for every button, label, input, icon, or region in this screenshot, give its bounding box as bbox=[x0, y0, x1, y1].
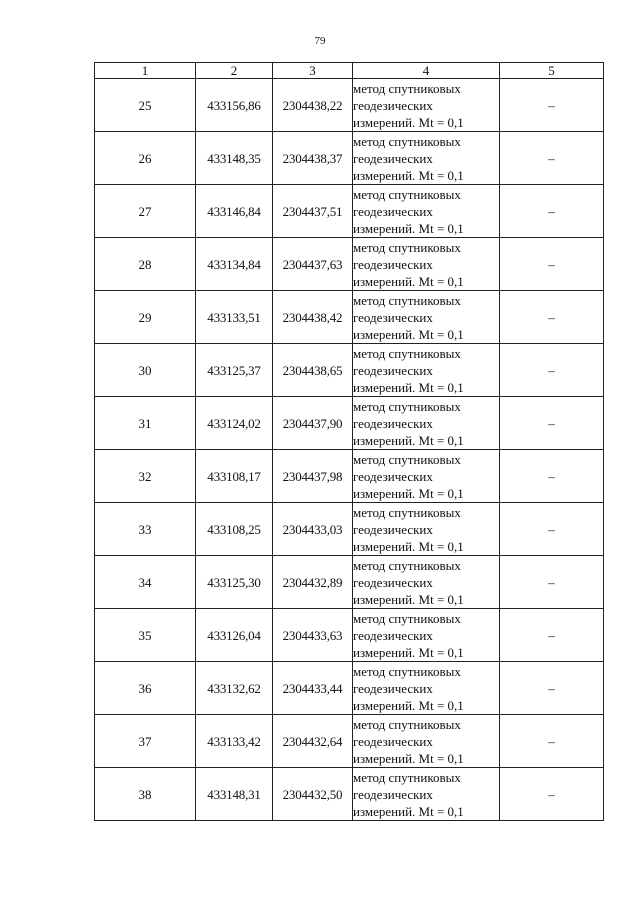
method-line-2: геодезических bbox=[353, 627, 433, 643]
point-number-cell: 26 bbox=[95, 132, 196, 185]
method-line-1: метод спутниковых bbox=[353, 186, 461, 202]
method-line-3: измерений. Mt = 0,1 bbox=[353, 750, 464, 766]
method-line-2: геодезических bbox=[353, 733, 433, 749]
method-line-2: геодезических bbox=[353, 468, 433, 484]
column-5-cell: – bbox=[500, 450, 604, 503]
method-cell bbox=[353, 185, 500, 238]
method-line-1: метод спутниковых bbox=[353, 398, 461, 414]
point-number-cell: 35 bbox=[95, 609, 196, 662]
point-number-cell: 28 bbox=[95, 238, 196, 291]
method-line-3: измерений. Mt = 0,1 bbox=[353, 432, 464, 448]
table-row bbox=[95, 503, 604, 556]
x-coordinate-cell: 433148,35 bbox=[196, 132, 273, 185]
x-coordinate-cell: 433134,84 bbox=[196, 238, 273, 291]
point-number-cell: 25 bbox=[95, 79, 196, 132]
y-coordinate-cell: 2304433,63 bbox=[273, 609, 353, 662]
x-coordinate-cell: 433125,30 bbox=[196, 556, 273, 609]
column-5-cell: – bbox=[500, 556, 604, 609]
y-coordinate-cell: 2304432,89 bbox=[273, 556, 353, 609]
method-line-1: метод спутниковых bbox=[353, 345, 461, 361]
column-5-cell: – bbox=[500, 715, 604, 768]
point-number-cell: 33 bbox=[95, 503, 196, 556]
header-col-1: 1 bbox=[95, 63, 196, 79]
x-coordinate-cell: 433132,62 bbox=[196, 662, 273, 715]
method-cell bbox=[353, 79, 500, 132]
column-5-cell: – bbox=[500, 344, 604, 397]
method-cell bbox=[353, 397, 500, 450]
method-line-3: измерений. Mt = 0,1 bbox=[353, 538, 464, 554]
method-cell bbox=[353, 291, 500, 344]
table-row bbox=[95, 397, 604, 450]
point-number-cell: 29 bbox=[95, 291, 196, 344]
table-row bbox=[95, 715, 604, 768]
method-cell bbox=[353, 768, 500, 821]
column-5-cell: – bbox=[500, 503, 604, 556]
header-col-5: 5 bbox=[500, 63, 604, 79]
point-number-cell: 31 bbox=[95, 397, 196, 450]
point-number-cell: 27 bbox=[95, 185, 196, 238]
method-line-3: измерений. Mt = 0,1 bbox=[353, 114, 464, 130]
method-line-2: геодезических bbox=[353, 680, 433, 696]
table-body bbox=[95, 79, 604, 821]
method-cell bbox=[353, 556, 500, 609]
y-coordinate-cell: 2304433,44 bbox=[273, 662, 353, 715]
header-col-4: 4 bbox=[353, 63, 500, 79]
header-col-3: 3 bbox=[273, 63, 353, 79]
coordinates-table bbox=[94, 62, 604, 821]
y-coordinate-cell: 2304438,42 bbox=[273, 291, 353, 344]
y-coordinate-cell: 2304432,50 bbox=[273, 768, 353, 821]
column-5-cell: – bbox=[500, 609, 604, 662]
table-row bbox=[95, 344, 604, 397]
column-5-cell: – bbox=[500, 768, 604, 821]
method-line-1: метод спутниковых bbox=[353, 451, 461, 467]
method-line-1: метод спутниковых bbox=[353, 557, 461, 573]
y-coordinate-cell: 2304433,03 bbox=[273, 503, 353, 556]
table-row bbox=[95, 291, 604, 344]
method-line-1: метод спутниковых bbox=[353, 239, 461, 255]
method-line-1: метод спутниковых bbox=[353, 769, 461, 785]
point-number-cell: 36 bbox=[95, 662, 196, 715]
x-coordinate-cell: 433148,31 bbox=[196, 768, 273, 821]
method-line-1: метод спутниковых bbox=[353, 610, 461, 626]
point-number-cell: 34 bbox=[95, 556, 196, 609]
column-5-cell: – bbox=[500, 397, 604, 450]
point-number-cell: 32 bbox=[95, 450, 196, 503]
method-line-3: измерений. Mt = 0,1 bbox=[353, 326, 464, 342]
method-line-3: измерений. Mt = 0,1 bbox=[353, 803, 464, 819]
y-coordinate-cell: 2304437,63 bbox=[273, 238, 353, 291]
method-cell bbox=[353, 238, 500, 291]
column-5-cell: – bbox=[500, 291, 604, 344]
y-coordinate-cell: 2304437,51 bbox=[273, 185, 353, 238]
column-5-cell: – bbox=[500, 185, 604, 238]
column-5-cell: – bbox=[500, 132, 604, 185]
x-coordinate-cell: 433108,17 bbox=[196, 450, 273, 503]
method-line-3: измерений. Mt = 0,1 bbox=[353, 644, 464, 660]
method-line-3: измерений. Mt = 0,1 bbox=[353, 591, 464, 607]
method-line-3: измерений. Mt = 0,1 bbox=[353, 220, 464, 236]
method-cell bbox=[353, 344, 500, 397]
method-line-3: измерений. Mt = 0,1 bbox=[353, 485, 464, 501]
method-line-3: измерений. Mt = 0,1 bbox=[353, 167, 464, 183]
method-cell bbox=[353, 662, 500, 715]
x-coordinate-cell: 433133,42 bbox=[196, 715, 273, 768]
x-coordinate-cell: 433156,86 bbox=[196, 79, 273, 132]
y-coordinate-cell: 2304437,98 bbox=[273, 450, 353, 503]
y-coordinate-cell: 2304437,90 bbox=[273, 397, 353, 450]
column-5-cell: – bbox=[500, 662, 604, 715]
table-row bbox=[95, 768, 604, 821]
x-coordinate-cell: 433126,04 bbox=[196, 609, 273, 662]
point-number-cell: 37 bbox=[95, 715, 196, 768]
table-row bbox=[95, 238, 604, 291]
method-line-1: метод спутниковых bbox=[353, 133, 461, 149]
table-row bbox=[95, 132, 604, 185]
table-row bbox=[95, 609, 604, 662]
method-line-1: метод спутниковых bbox=[353, 716, 461, 732]
point-number-cell: 30 bbox=[95, 344, 196, 397]
method-line-1: метод спутниковых bbox=[353, 504, 461, 520]
method-line-2: геодезических bbox=[353, 309, 433, 325]
x-coordinate-cell: 433125,37 bbox=[196, 344, 273, 397]
table-row bbox=[95, 556, 604, 609]
method-cell bbox=[353, 715, 500, 768]
point-number-cell: 38 bbox=[95, 768, 196, 821]
method-line-3: измерений. Mt = 0,1 bbox=[353, 379, 464, 395]
method-line-1: метод спутниковых bbox=[353, 292, 461, 308]
method-line-2: геодезических bbox=[353, 786, 433, 802]
method-line-2: геодезических bbox=[353, 203, 433, 219]
x-coordinate-cell: 433108,25 bbox=[196, 503, 273, 556]
table-header-row bbox=[95, 63, 604, 79]
method-line-2: геодезических bbox=[353, 415, 433, 431]
method-line-1: метод спутниковых bbox=[353, 80, 461, 96]
method-cell bbox=[353, 609, 500, 662]
y-coordinate-cell: 2304438,37 bbox=[273, 132, 353, 185]
method-line-2: геодезических bbox=[353, 256, 433, 272]
method-line-2: геодезических bbox=[353, 362, 433, 378]
page-number: 79 bbox=[314, 35, 326, 47]
method-line-3: измерений. Mt = 0,1 bbox=[353, 273, 464, 289]
table-row bbox=[95, 450, 604, 503]
x-coordinate-cell: 433146,84 bbox=[196, 185, 273, 238]
column-5-cell: – bbox=[500, 79, 604, 132]
method-cell bbox=[353, 132, 500, 185]
y-coordinate-cell: 2304438,65 bbox=[273, 344, 353, 397]
x-coordinate-cell: 433124,02 bbox=[196, 397, 273, 450]
method-line-2: геодезических bbox=[353, 97, 433, 113]
table-row bbox=[95, 662, 604, 715]
y-coordinate-cell: 2304438,22 bbox=[273, 79, 353, 132]
method-line-2: геодезических bbox=[353, 521, 433, 537]
column-5-cell: – bbox=[500, 238, 604, 291]
table-row bbox=[95, 185, 604, 238]
method-line-2: геодезических bbox=[353, 574, 433, 590]
method-cell bbox=[353, 503, 500, 556]
method-line-3: измерений. Mt = 0,1 bbox=[353, 697, 464, 713]
x-coordinate-cell: 433133,51 bbox=[196, 291, 273, 344]
method-line-1: метод спутниковых bbox=[353, 663, 461, 679]
method-cell bbox=[353, 450, 500, 503]
method-line-2: геодезических bbox=[353, 150, 433, 166]
table-row bbox=[95, 79, 604, 132]
y-coordinate-cell: 2304432,64 bbox=[273, 715, 353, 768]
header-col-2: 2 bbox=[196, 63, 273, 79]
